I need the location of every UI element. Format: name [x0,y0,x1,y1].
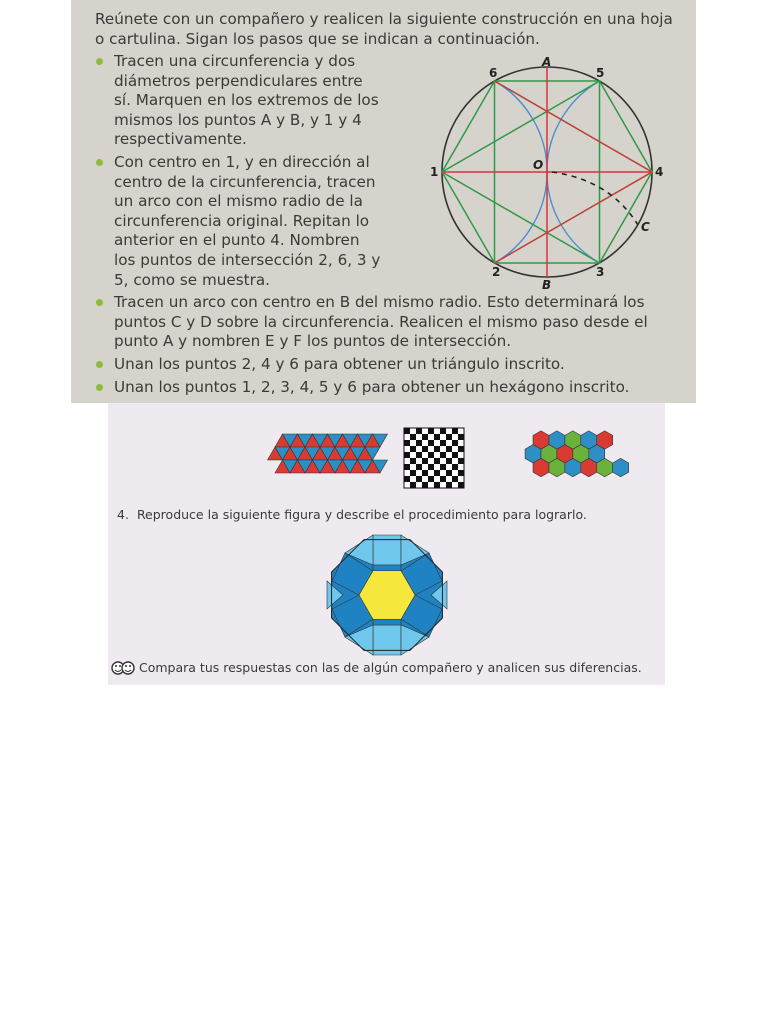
chess-square [458,464,464,470]
chess-square [404,452,410,458]
chess-square [422,464,428,470]
chess-square [440,446,446,452]
chess-square [410,434,416,440]
chess-square [410,476,416,482]
chess-square [452,476,458,482]
chess-square [404,476,410,482]
chess-square [428,440,434,446]
chess-square [458,452,464,458]
chess-square [458,446,464,452]
chess-square [416,452,422,458]
chess-square [416,464,422,470]
chess-square [404,440,410,446]
chess-square [422,458,428,464]
chess-square [440,482,446,488]
chess-square [452,452,458,458]
chess-square [434,464,440,470]
chess-square [422,476,428,482]
chess-square [434,452,440,458]
chess-square [428,464,434,470]
octagon-figure [325,533,449,657]
chess-square [410,464,416,470]
step-item: Unan los puntos 2, 4 y 6 para obtener un triángulo inscrito. [93,355,683,375]
chess-square [422,428,428,434]
chess-square [440,434,446,440]
chess-square [452,464,458,470]
dashed-arc [552,172,638,225]
team-icon [111,661,135,675]
chess-square [440,458,446,464]
chess-square [422,482,428,488]
step-item: Tracen un arco con centro en B del mismo radio. Esto determinará los puntos C y D sobre la circunferencia. Realicen el mismo paso desde el punto A y nombren E y F los puntos de intersección. [93,293,683,352]
square-tessellation [404,428,464,488]
compare-note: Compara tus respuestas con las de algún compañero y analicen sus diferencias. [111,660,642,675]
chess-square [422,434,428,440]
chess-square [428,452,434,458]
chess-square [440,470,446,476]
chess-square [440,476,446,482]
chess-square [446,464,452,470]
chess-square [446,452,452,458]
bullet-dot-icon [96,361,103,368]
chess-square [452,446,458,452]
chess-square [404,434,410,440]
chess-square [434,446,440,452]
svg-text:B: B [542,278,552,292]
bullet-dot-icon [96,299,103,306]
chess-square [416,458,422,464]
bullet-dot-icon [96,384,103,391]
chess-square [458,428,464,434]
chess-square [410,446,416,452]
svg-text:5: 5 [596,66,605,80]
square-tile [373,619,401,625]
chess-square [422,452,428,458]
svg-text:O: O [533,158,544,172]
chess-square [434,476,440,482]
chess-square [434,482,440,488]
tessellation-examples [108,403,665,498]
svg-text:A: A [542,55,552,69]
exercise-panel [108,403,665,685]
chess-square [404,464,410,470]
chess-square [422,440,428,446]
chess-square [416,440,422,446]
construction-panel [71,0,696,403]
chess-square [410,428,416,434]
chess-square [452,440,458,446]
chess-square [446,440,452,446]
chess-square [404,446,410,452]
chess-square [452,428,458,434]
chess-square [452,470,458,476]
chess-square [410,452,416,458]
chess-square [416,482,422,488]
chess-square [428,482,434,488]
chess-square [428,434,434,440]
chess-square [446,470,452,476]
chess-square [422,446,428,452]
chess-square [416,428,422,434]
chess-square [434,440,440,446]
chess-square [416,434,422,440]
chess-square [416,476,422,482]
chess-square [410,470,416,476]
chess-square [416,470,422,476]
chess-square [404,428,410,434]
chess-square [410,440,416,446]
chess-square [440,428,446,434]
svg-text:1: 1 [430,165,439,179]
exercise-4: 4. Reproduce la siguiente figura y describe el procedimiento para lograrlo. [117,507,587,522]
chess-square [404,458,410,464]
hexagon-tile [613,458,629,476]
chess-square [434,470,440,476]
chess-square [440,464,446,470]
square-tile [373,565,401,571]
svg-text:2: 2 [492,265,501,279]
chess-square [404,470,410,476]
hexagon-tessellation [525,431,629,477]
chess-square [434,428,440,434]
chess-square [458,476,464,482]
chess-square [458,470,464,476]
chess-square [458,434,464,440]
chess-square [404,482,410,488]
chess-square [428,476,434,482]
hexagon-construction-diagram [421,50,683,300]
chess-square [458,440,464,446]
chess-square [458,458,464,464]
bullet-dot-icon [96,159,103,166]
chess-square [434,434,440,440]
svg-text:C: C [641,220,650,234]
chess-square [452,458,458,464]
chess-square [428,458,434,464]
bullet-dot-icon [96,58,103,65]
chess-square [446,482,452,488]
chess-square [410,458,416,464]
chess-square [446,458,452,464]
step-item: Unan los puntos 1, 2, 3, 4, 5 y 6 para obtener un hexágono inscrito. [93,378,683,398]
chess-square [440,452,446,458]
chess-square [446,428,452,434]
triangle-tessellation [268,434,388,473]
chess-square [410,482,416,488]
chess-square [452,434,458,440]
chess-square [452,482,458,488]
chess-square [416,446,422,452]
svg-text:4: 4 [655,165,664,179]
intro-text: Reúnete con un compañero y realicen la siguiente construcción en una hoja o cartulina. Sigan los pasos que se indican a continuación. [95,10,673,48]
chess-square [434,458,440,464]
chess-square [422,470,428,476]
step-item: Tracen una circunferencia y dos diámetros perpendiculares entre sí. Marquen en los extremos de los mismos los puntos A y B, y 1 y 4 respectivamente. [93,52,683,150]
svg-text:3: 3 [596,265,605,279]
svg-text:6: 6 [489,66,498,80]
chess-square [446,434,452,440]
chess-square [428,470,434,476]
step-item: Con centro en 1, y en dirección al centro de la circunferencia, tracen un arco con el mismo radio de la circunferencia original. Repitan lo anterior en el punto 4. Nombren los puntos de intersección 2, 6, 3 y 5, como se muestra. [93,153,683,290]
chess-square [446,446,452,452]
chess-square [428,428,434,434]
chess-square [428,446,434,452]
chess-square [446,476,452,482]
chess-square [440,440,446,446]
chess-square [458,482,464,488]
